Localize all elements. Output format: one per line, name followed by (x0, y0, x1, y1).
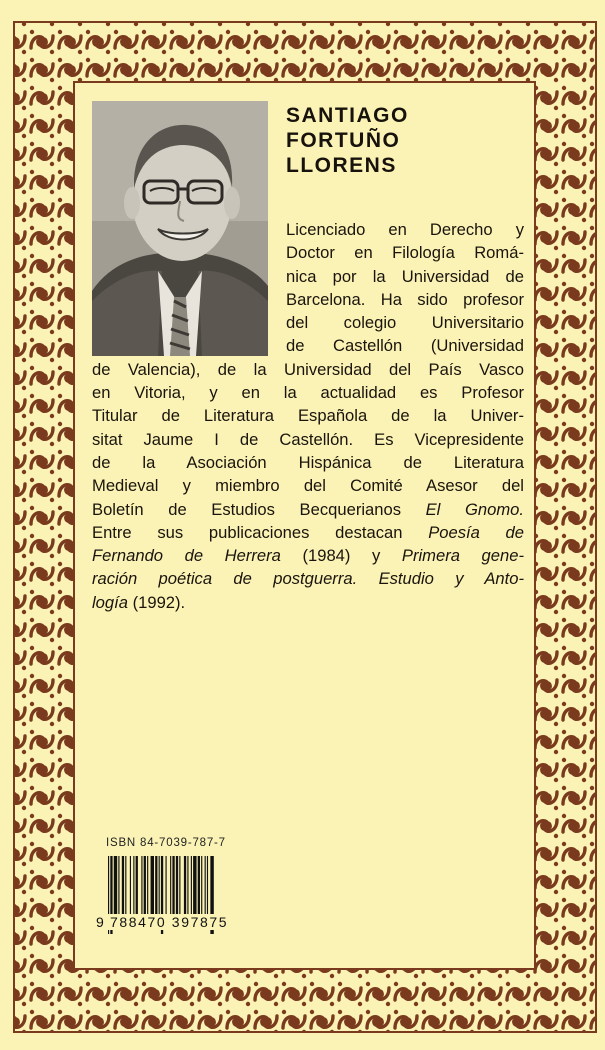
bio-line (92, 521, 524, 544)
book-title: logía (92, 592, 128, 612)
book-title: ración poética de postguerra. Estudio y Anto- (92, 569, 524, 589)
barcode-bar (155, 856, 157, 918)
bio-line: en Vitoria, y en la actualidad es Profesor (92, 383, 524, 403)
barcode-bar (159, 856, 160, 918)
barcode-bar (207, 856, 208, 918)
journal-title: El Gnomo. (425, 499, 524, 519)
barcode-bar (118, 856, 119, 918)
book-title: Primera gene- (401, 546, 524, 566)
barcode-bar (205, 856, 206, 918)
author-name (286, 103, 526, 178)
barcode-bar (130, 856, 131, 918)
bio-text: Entre sus publicaciones destacan (92, 522, 429, 542)
author-name-line-2: FORTUÑO (286, 129, 401, 152)
bio-line: Barcelona. Ha sido profesor (286, 289, 524, 309)
barcode-bar (172, 856, 174, 918)
bio-line: de Valencia), de la Universidad del País Vasco (92, 359, 524, 379)
bio-line: Licenciado en Derecho y (286, 220, 524, 239)
bio-line: Doctor en Filología Romá- (286, 243, 524, 263)
bio-line (92, 591, 524, 614)
author-name-line-3: LLORENS (286, 154, 397, 177)
barcode-bar (144, 856, 146, 918)
bio-line (92, 498, 524, 521)
barcode-bar (179, 856, 180, 918)
barcode-bar (125, 856, 126, 918)
bio-line (92, 544, 524, 567)
barcode-bar (114, 856, 117, 918)
barcode-bar (133, 856, 134, 918)
author-name-line-1: SANTIAGO (286, 104, 409, 127)
barcode-bar (176, 856, 178, 918)
barcode-bar (122, 856, 124, 918)
barcode-bar (141, 856, 142, 918)
barcode-digits: 788470 397875 (110, 914, 229, 930)
book-title: Fernando de Herrera (92, 546, 281, 566)
book-title: Poesía de (428, 522, 525, 542)
bio-line: de Castellón (Universidad (286, 336, 524, 356)
barcode-bar (170, 856, 171, 918)
bio-line: Medieval y miembro del Comité Asesor del (92, 476, 524, 496)
barcode-bar (193, 856, 196, 918)
bio-text: Boletín de Estudios Becquerianos (92, 499, 426, 519)
bio-text: (1984) y (280, 546, 402, 566)
isbn-label: ISBN 84-7039-787-7 (106, 837, 226, 849)
barcode-first-digit: 9 (96, 914, 106, 930)
barcode-bar (198, 856, 200, 918)
barcode-bar (187, 856, 188, 918)
barcode-bar (166, 856, 167, 918)
barcode-bar (151, 856, 154, 918)
barcode-bar (136, 856, 138, 918)
bio-line: Titular de Literatura Española de la Univer- (92, 406, 524, 426)
bio-line: sitat Jaume I de Castellón. Es Vicepresidente (92, 429, 524, 449)
barcode-bar (201, 856, 202, 918)
bio-line: de la Asociación Hispánica de Literatura (92, 452, 524, 472)
barcode-bar (184, 856, 186, 918)
author-biography (92, 218, 524, 614)
bio-line: nica por la Universidad de (286, 266, 524, 286)
bio-line: del colegio Universitario (286, 313, 524, 333)
barcode-bar (147, 856, 148, 918)
barcode-bar (191, 856, 192, 918)
barcode-number (96, 914, 228, 930)
bio-text: (1992). (127, 592, 186, 612)
bio-line (92, 567, 524, 590)
